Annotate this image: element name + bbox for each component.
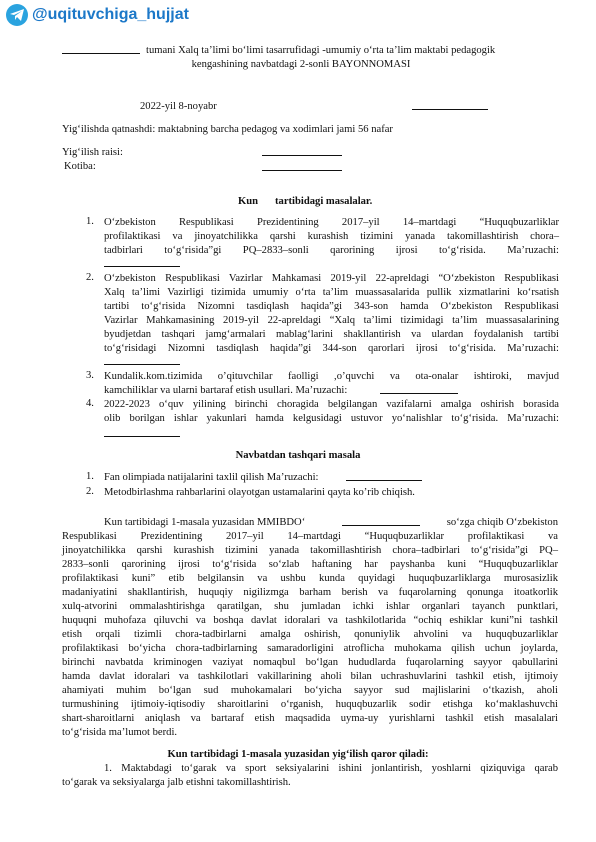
decision-item-1: 1. Maktabdagi to‘garak va sport seksiyalarini ishini jonlantirish, yoshlarni qiziquviga qarab bbox=[104, 763, 558, 774]
extra-item-2: Metodbirlashma rahbarlarini olayotgan ustamalarini qayta ko’rib chiqish. bbox=[104, 487, 415, 498]
watermark bbox=[6, 4, 189, 26]
extra-item-1: Fan olimpiada natijalarini taxlil qilish Ma’ruzachi: bbox=[104, 472, 319, 483]
speaker-blank bbox=[346, 471, 422, 481]
agenda-item-1-number: 1. bbox=[86, 216, 94, 227]
telegram-icon bbox=[6, 4, 28, 26]
agenda-item-2-number: 2. bbox=[86, 272, 94, 283]
body-line: Kun tartibidagi 1-masala yuzasidan MMIBDO‘ bbox=[104, 517, 306, 528]
extra-heading: Navbatdan tashqari masala bbox=[235, 450, 361, 461]
agenda-item-1-line: tadbirlari to‘g‘risida”gi PQ–2833–sonli qarorining ijrosi to‘g‘risida. Ma’ruzachi: bbox=[104, 245, 559, 256]
body-line: hamda davlat idoralari va tashkilotlari vakillarining aholi bilan uchrashuvlarini tashkil etish, ijtimoiy bbox=[62, 671, 558, 682]
body-line: turmushining ijtimoiy-iqtisodiy sharoitlarini o‘rganish, huquqbuzarlik sodir etishga ko‘maklashuvchi bbox=[62, 699, 558, 710]
secretary-blank bbox=[262, 161, 342, 171]
body-line: 2833–sonli qarorining ijrosi to‘g‘risida so‘zlab haftaning har payshanba kuni “Huquqbuzarliklar bbox=[62, 559, 558, 570]
body-line: ahamiyati muhim bo‘lgan sud muhokamalari bo‘yicha sayyor sud majlislarini o‘tkazish, aholi bbox=[62, 685, 558, 696]
agenda-item-2-line: O‘zbekiston Respublikasi Vazirlar Mahkamasi 2019-yil 22-apreldagi “O‘zbekiston Respublikasi bbox=[104, 273, 559, 284]
agenda-item-3-line: kamchiliklar va ularni bartaraf etish usullari. Ma’ruzachi: bbox=[104, 385, 348, 396]
district-blank bbox=[62, 44, 140, 54]
body-line: profilaktikasi kuni” etib belgilansin va ushbu kunda quyidagi huquqbuzarliklarga murosasizlik bbox=[62, 573, 558, 584]
agenda-item-2-line: to‘g‘risidagi Nizomni tasdiqlash haqida”gi 344-son qarorlari ijrosi to‘g‘risida. Ma’ruzachi: bbox=[104, 343, 559, 354]
agenda-item-2-line: Xalq ta’limi Vazirligi tizimida umumiy o‘rta ta’lim muassasalarida pullik xizmatlarini ko‘rsatish bbox=[104, 287, 559, 298]
agenda-item-2-line: Vazirlar Mahkamasining 2019-yil 22-apreldagi “Xalq ta’limi tizimidagi ta’lim muassasalarining bbox=[104, 315, 559, 326]
decision-heading: Kun tartibidagi 1-masala yuzasidan yig‘ilish qaror qiladi: bbox=[167, 749, 429, 760]
agenda-item-4-line: olib borilgan ishlar yakunlari hamda kelgusidagi ustuvor yo‘nalishlar to‘g‘risida. Ma’ruzachi: bbox=[104, 413, 559, 424]
header-line1: tumani Xalq ta’limi bo‘limi tasarrufidagi -umumiy o‘rta ta’lim maktabi pedagogik bbox=[146, 45, 496, 56]
body-line: shart-sharoitlarni aniqlash va bartaraf etish maqsadida uyma-uy yurishlarni tashkil etish masalalari bbox=[62, 713, 558, 724]
name-blank bbox=[342, 516, 420, 526]
speaker-blank bbox=[104, 427, 180, 437]
document-title: kengashining navbatdagi 2-sonli BAYONNOMASI bbox=[191, 59, 411, 70]
body-line: xulq-atvorini ommalashtirishga qaratilgan, shu jumladan ichki ishlar organlari tayanch punktlari, bbox=[62, 601, 558, 612]
meeting-date: 2022-yil 8-noyabr bbox=[140, 101, 217, 112]
body-line: profilaktikasi bo‘yicha chora-tadbirlarning samaradorligini atroflicha muhokama qilish uchun joylarda, bbox=[62, 643, 558, 654]
agenda-item-4-line: 2022-2023 o‘quv yilining birinchi choragida belgilangan vazifalarni amalga oshirish borasida bbox=[104, 399, 559, 410]
agenda-item-4-number: 4. bbox=[86, 398, 94, 409]
agenda-heading-a: Kun bbox=[238, 196, 259, 207]
body-line: jinoyatchilikka qarshi kurashish tizimini yanada takomillashtirish chora–tadbirlari to‘g‘risida”gi PQ– bbox=[62, 545, 558, 556]
body-line: madaniyatini shakllantirish, huquqiy nigilizmga barham berish va fuqarolarning qonunga itoatkorlik bbox=[62, 587, 558, 598]
body-line: to‘g‘risida ma’lumot berdi. bbox=[62, 727, 178, 738]
speaker-blank bbox=[104, 257, 180, 267]
body-line: Respublikasi Prezidentining 2017–yil 14–martdagi “Huquqbuzarliklar profilaktikasi va bbox=[62, 531, 558, 542]
attendees: Yig‘ilishda qatnashdi: maktabning barcha pedagog va xodimlari jami 56 nafar bbox=[62, 124, 393, 135]
speaker-blank bbox=[104, 355, 180, 365]
secretary-label: Kotiba: bbox=[64, 161, 96, 172]
body-line: so‘zga chiqib O‘zbekiston bbox=[446, 517, 558, 528]
agenda-item-1-line: O‘zbekiston Respublikasi Prezidentining 2017–yil 14–martdagi “Huquqbuzarliklar bbox=[104, 217, 559, 228]
extra-item-1-number: 1. bbox=[86, 471, 94, 482]
agenda-item-1-line: profilaktikasi va jinoyatchilikka qarshi kurashish tizimini yanada takomillashtirish chora– bbox=[104, 231, 559, 242]
agenda-item-3-line: Kundalik.kom.tizimida o’qituvchilar faolligi ,o’quvchi va ota-onalar ishtiroki, mavjud bbox=[104, 371, 559, 382]
agenda-item-2-line: byudjetdan tashqari jamg‘armalari mablag‘larini shakllantirish va ulardan foydalanish tartibi bbox=[104, 329, 559, 340]
speaker-blank bbox=[380, 384, 458, 394]
chair-label: Yig‘ilish raisi: bbox=[62, 147, 123, 158]
agenda-heading-b: tartibidagi masalalar. bbox=[275, 196, 373, 207]
chair-blank bbox=[262, 146, 342, 156]
extra-item-2-number: 2. bbox=[86, 486, 94, 497]
body-line: etish orqali tizimli chora-tadbirlarni amalga oshirish, qonuniylik ahvolini va huquqbuzarliklar bbox=[62, 629, 558, 640]
body-line: birinchi navbatda kriminogen vaziyat nomaqbul bo‘lgan hududlarda fuqarolarning sayyor qabullarini bbox=[62, 657, 558, 668]
agenda-item-2-line: tartibi to‘g‘risida Nizomni tasdiqlash haqida”gi 343-son hamda O‘zbekiston Respublikasi bbox=[104, 301, 559, 312]
decision-item-1-cont: to‘garak va seksiyalarga jalb etishni takomillashtirish. bbox=[62, 777, 291, 788]
agenda-item-3-number: 3. bbox=[86, 370, 94, 381]
body-line: huquqni muhofaza qiluvchi va boshqa davlat idoralari va tashkilotlarida “ochiq eshiklar kuni”ni tashkil bbox=[62, 615, 558, 626]
watermark-handle: @uqituvchiga_hujjat bbox=[32, 6, 189, 23]
number-blank bbox=[412, 100, 488, 110]
